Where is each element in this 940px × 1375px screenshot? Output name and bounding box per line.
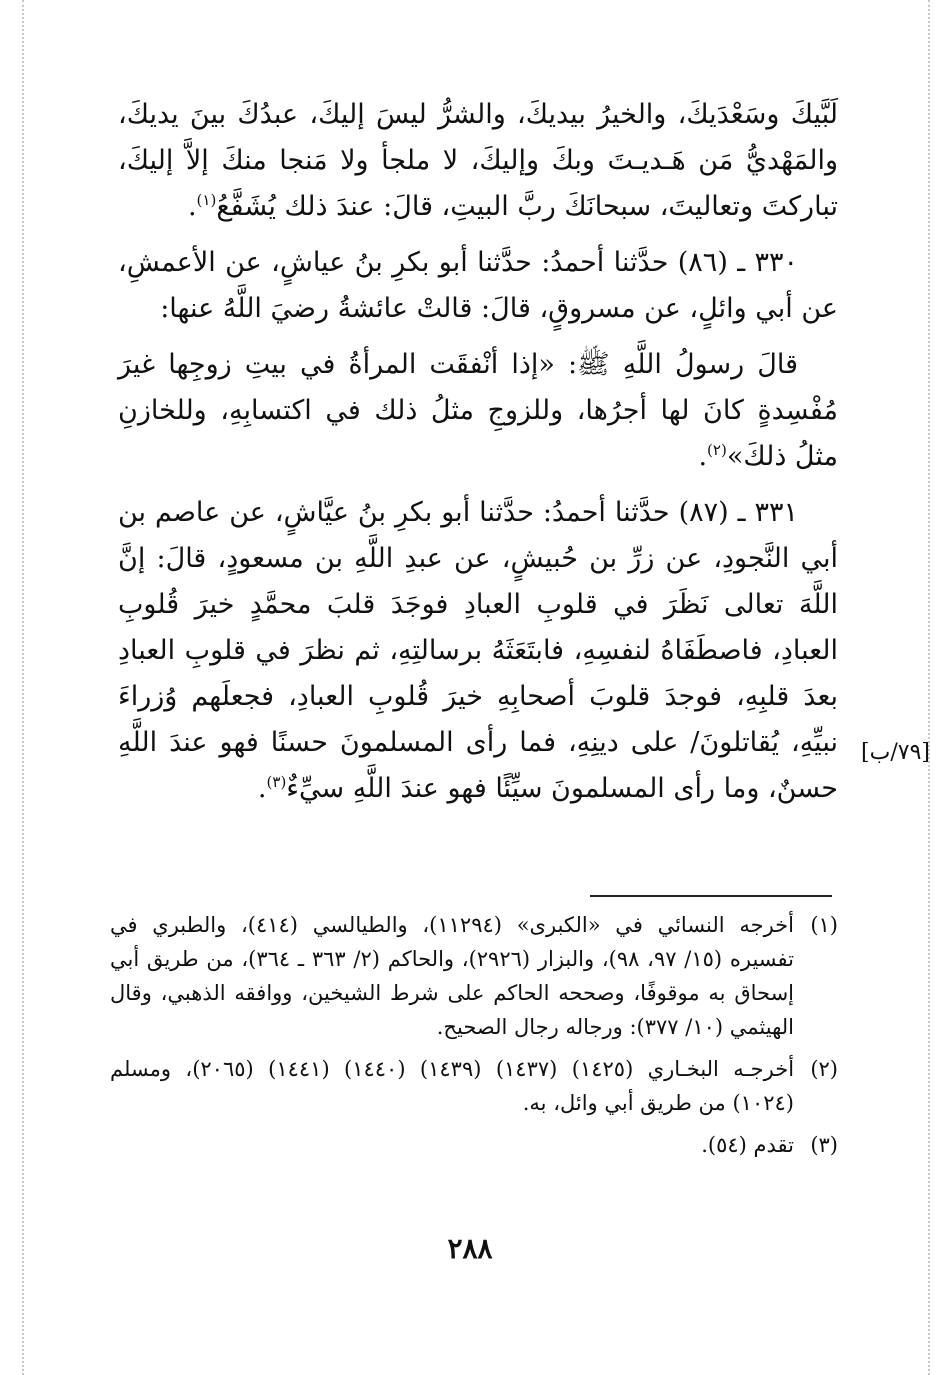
- paragraph-1-end: .: [187, 191, 197, 222]
- paragraph-hadith-text: قالَ رسولُ اللَّهِ ﷺ: «إذا أنْفقَت المرأةُ في بيتِ زوجِها غيرَ مُفْسِدةٍ كانَ لها أجرُها، وللزوجِ مثلُ ذلك في اكتسابِهِ، وللخازنِ مثلُ ذلكَ»: [118, 349, 838, 472]
- paragraph-1: [118, 92, 838, 230]
- manuscript-folio-note: [٧٩/ب]: [861, 740, 930, 765]
- footnote-text: تقدم (٥٤).: [701, 1133, 794, 1157]
- footnote-1: [110, 908, 838, 1044]
- paragraph-1-text: لَبَّيكَ وسَعْدَيكَ، والخيرُ بيديكَ، والشرُّ ليسَ إليكَ، عبدُكَ بينَ يديكَ، والمَهْديُّ مَن هَـديـتَ وبكَ وإليكَ، لا ملجأ ولا مَنجا منكَ إلاَّ إليكَ، تباركتَ وتعاليتَ، سبحانَكَ ربَّ البيتِ، قالَ: عندَ ذلك يُشَفَّعُ: [118, 99, 838, 222]
- footnote-2: [110, 1052, 838, 1120]
- footnote-ref-3: (٣): [266, 773, 287, 791]
- paragraph-331-end: .: [257, 773, 267, 804]
- footnote-number: (١): [810, 913, 838, 937]
- footnote-text: أخرجـه البخـاري (١٤٢٥) (١٤٣٧) (١٤٣٩) (١٤٤٠) (١٤٤١) (٢٠٦٥)، ومسلم (١٠٢٤) من طريق أبي وائل، به.: [110, 1057, 795, 1115]
- footnote-number: (٢): [810, 1057, 838, 1081]
- footnote-ref-1: (١): [196, 191, 217, 209]
- paragraph-330: ٣٣٠ ـ (٨٦) حدَّثنا أحمدُ: حدَّثنا أبو بكرِ بنُ عياشٍ، عن الأعمشِ، عن أبي وائلٍ، عن مسروقٍ، قالَ: قالتْ عائشةُ رضيَ اللَّهُ عنها:: [118, 247, 838, 324]
- footnote-number: (٣): [810, 1133, 838, 1157]
- footnote-text: أخرجه النسائي في «الكبرى» (١١٢٩٤)، والطيالسي (٤١٤)، والطبري في تفسيره (١٥/ ٩٧، ٩٨)، والبزار (٢٩٢٦)، والحاكم (٢/ ٣٦٣ ـ ٣٦٤)، من طريق أبي إسحاق به موقوفًا، وصححه الحاكم على شرط الشيخين، ووافقه الذهبي، وقال الهيثمي (١٠/ ٣٧٧): ورجاله رجال الصحيح.: [110, 913, 794, 1039]
- footnote-3: [110, 1128, 838, 1162]
- left-edge-dots: [22, 0, 24, 1375]
- paragraph-331: [118, 490, 838, 812]
- paragraph-331-text: ٣٣١ ـ (٨٧) حدَّثنا أحمدُ: حدَّثنا أبو بكرِ بنُ عيَّاشٍ، عن عاصم بن أبي النَّجودِ، عن زرِّ بن حُبيشٍ، عن عبدِ اللَّهِ بن مسعودٍ، قالَ: إنَّ اللَّهَ تعالى نَظَرَ في قلوبِ العبادِ فوجَدَ قلبَ محمَّدٍ خيرَ قُلوبِ العبادِ، فاصطَفَاهُ لنفسِهِ، فابتَعَثَهُ برسالتِهِ، ثم نظرَ في قلوبِ العبادِ بعدَ قلبِهِ، فوجدَ قلوبَ أصحابِهِ خيرَ قُلوبِ العبادِ، فجعلَهم وُزراءَ نبيِّهِ، يُقاتلونَ/ على دينِهِ، فما رأى المسلمونَ حسنًا فهو عندَ اللَّهِ حسنٌ، وما رأى المسلمونَ سيِّئًا فهو عندَ اللَّهِ سيِّءٌ: [118, 497, 838, 804]
- paragraph-hadith-end: .: [698, 441, 708, 472]
- footnote-separator: [590, 895, 832, 897]
- paragraph-hadith: [118, 342, 838, 480]
- main-text: [118, 92, 838, 822]
- page-number: ٢٨٨: [447, 1232, 493, 1265]
- footnote-ref-2: (٢): [707, 441, 727, 459]
- right-edge-dots: [928, 0, 930, 1375]
- footnotes: [110, 908, 838, 1170]
